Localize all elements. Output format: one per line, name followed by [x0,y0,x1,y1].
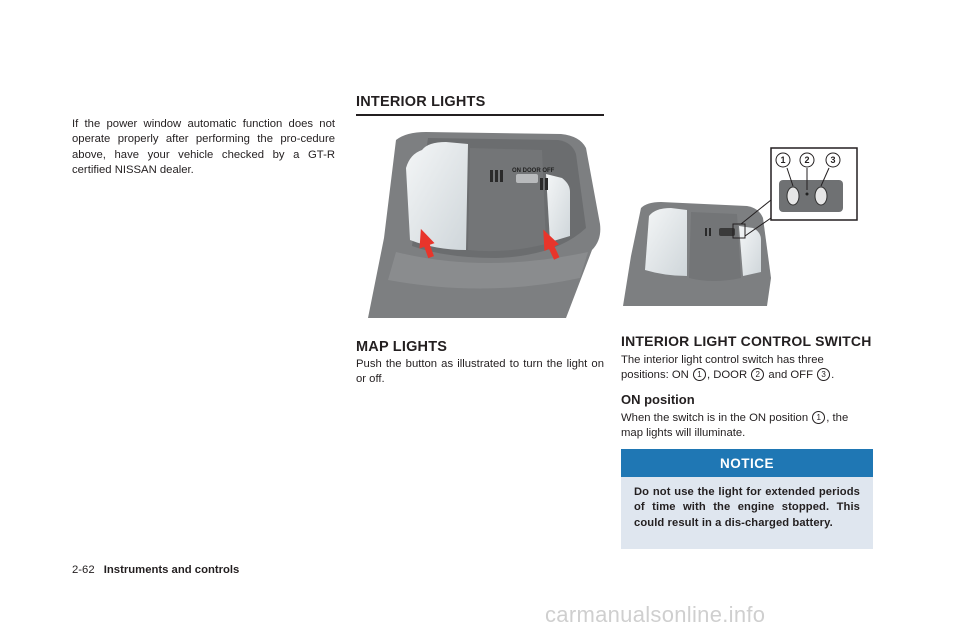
page-footer [72,564,239,576]
callout-1: 1 [780,155,786,165]
on-text-b: , the map lights will illuminate. [621,412,849,440]
map-lights-heading: MAP LIGHTS [356,339,448,355]
left-column [72,117,335,179]
notice-text: Do not use the light for extended periods of time with the engine stopped. This could result in a dis-charged battery. [634,486,860,529]
on-position-heading: ON position [621,392,695,407]
control-switch-figure [621,146,873,306]
control-switch-body [621,353,873,384]
map-lights-body [356,357,604,388]
control-text-d: . [831,369,835,382]
on-position-body [621,411,873,442]
map-lights-figure [366,128,604,318]
callout-2: 2 [804,155,810,165]
page-number: 2-62 [72,564,95,576]
inline-callout-3: 3 [817,368,830,381]
control-text-c: and OFF [768,369,813,382]
map-lights-text: Push the button as illustrated to turn the light on or off. [356,358,604,386]
callout-3: 3 [830,155,836,165]
control-text-b: , DOOR [706,369,748,382]
watermark: carmanualsonline.info [545,602,766,627]
section-heading-interior-lights: INTERIOR LIGHTS [356,94,486,110]
on-position-text [621,411,873,442]
on-text-a: When the switch is in the ON position [621,412,809,424]
section-heading-rule [356,114,604,116]
power-window-paragraph: If the power window automatic function does not operate properly after performing the pro-cedure above, have your vehicle checked by a GT-R certified NISSAN dealer. [72,118,335,177]
inline-callout-2: 2 [751,368,764,381]
footer-title: Instruments and controls [103,564,240,576]
notice-box [621,449,873,549]
inline-callout-on: 1 [812,411,825,424]
control-switch-heading: INTERIOR LIGHT CONTROL SWITCH [621,333,872,349]
switch-label: ON DOOR OFF [512,168,555,174]
inline-callout-1: 1 [693,368,706,381]
control-switch-text [621,353,873,384]
notice-title: NOTICE [621,449,873,477]
control-text-a: The interior light control switch has three positions: ON [621,354,824,382]
